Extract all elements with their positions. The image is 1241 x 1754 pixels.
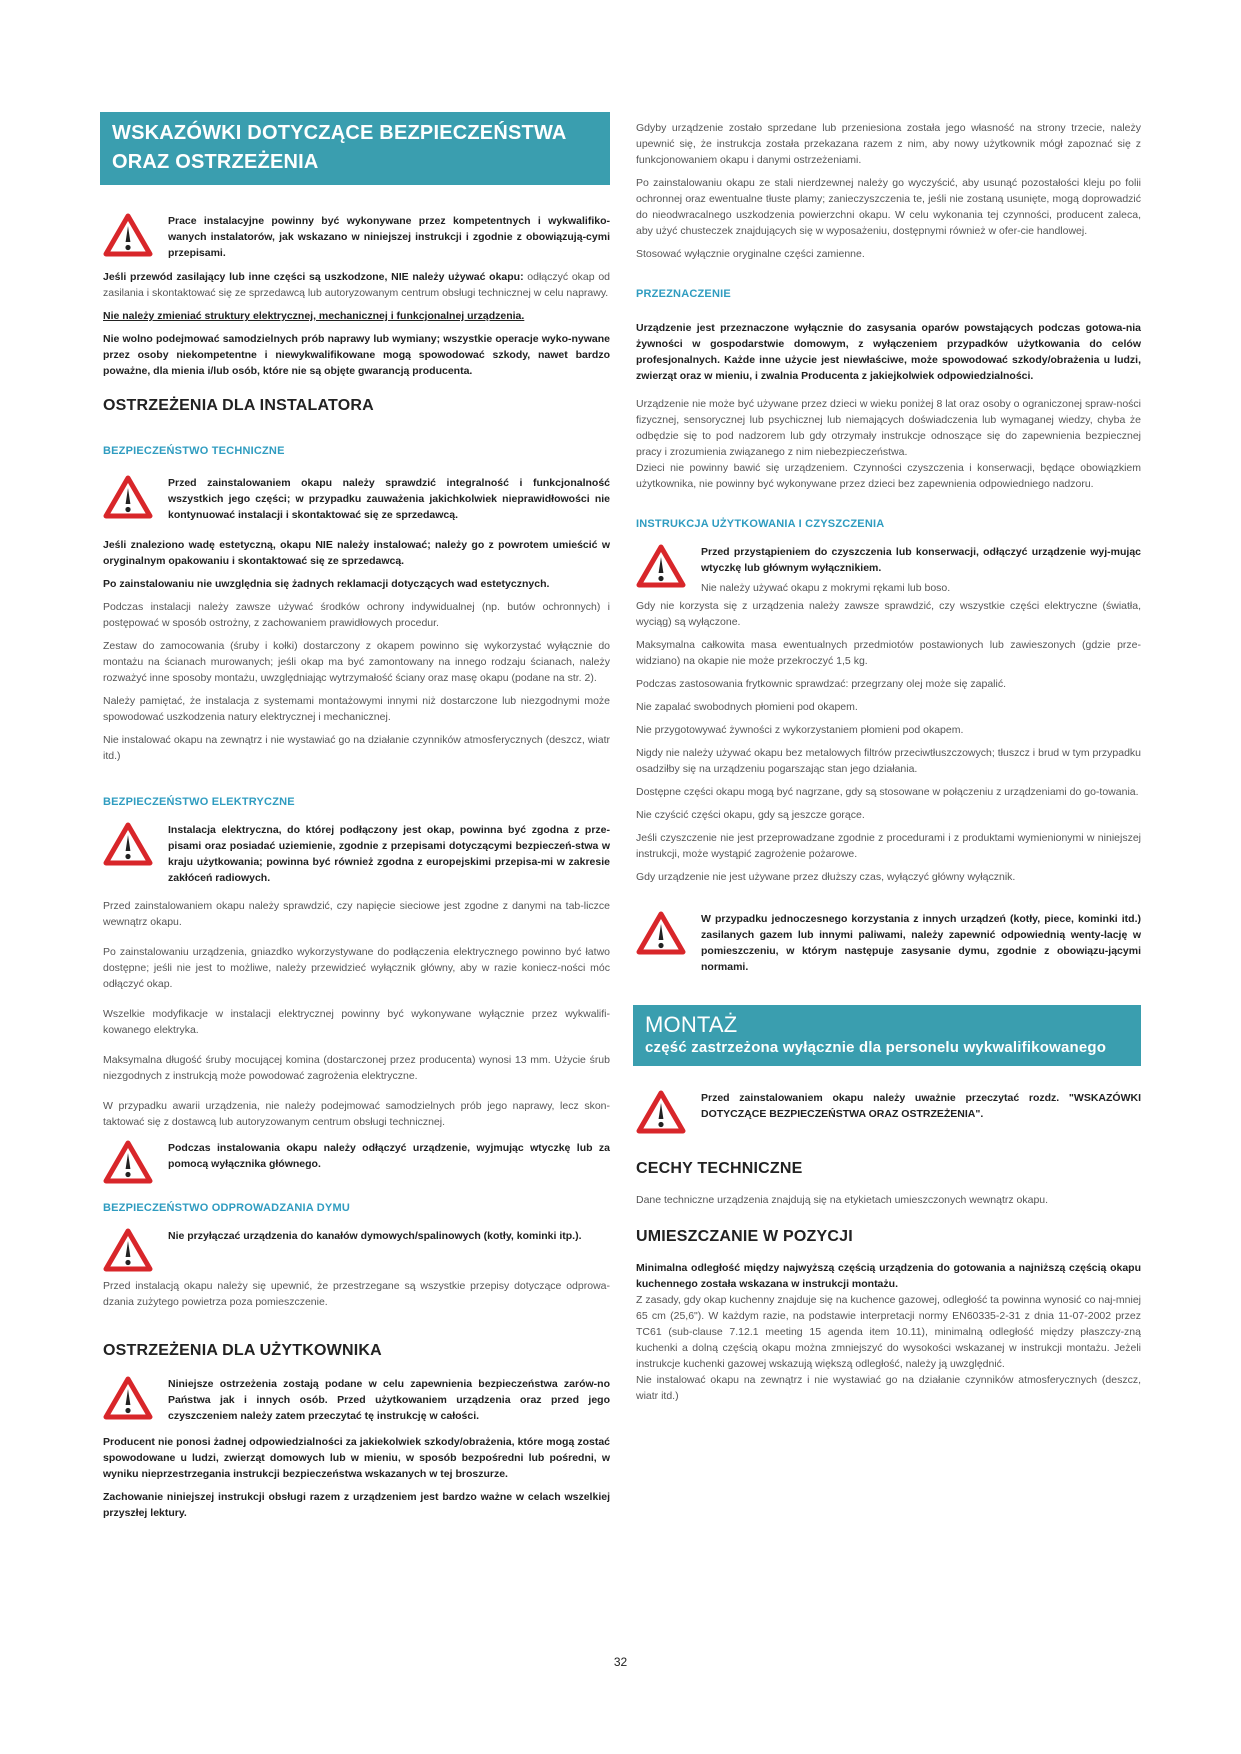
paragraph-bold: Jeśli znaleziono wadę estetyczną, okapu NIE należy instalować; należy go z powrotem umieścić w oryginalnym opakowaniu i skontaktować się ze sprzedawcą. <box>103 539 610 567</box>
paragraph: Gdyby urządzenie zostało sprzedane lub przeniesiona została jego własność na strony trzecie, należy upewnić się, że instrukcja została przekazana razem z nim, aby nowy użytkownik mógł zapoznać się z funkcjonowaniem okapu i danymi ostrzeżeniami. <box>636 122 1141 166</box>
warning-block <box>636 911 1141 975</box>
warning-text: W przypadku jednoczesnego korzystania z innych urządzeń (kotły, piece, kominki itd.) zasilanych gazem lub innymi paliwami, należy zapewnić odpowiednią wenty-lację w pomieszczeniu, w którym następuje zasysanie dymu, zgodnie z obowiązu-jącymi normami. <box>701 913 1141 973</box>
warning-block <box>636 544 1141 596</box>
montaz-banner <box>633 1005 1141 1066</box>
paragraph-bold: Nie wolno podejmować samodzielnych prób naprawy lub wymiany; wszystkie operacje wyko-nywane przez osoby niekompetentne i niewykwalifikowane mogą spowodować szkody, nawet bardzo poważne, dla mienia i/lub osób, które nie są objęte gwarancją producenta. <box>103 333 610 377</box>
paragraph-bold: Producent nie ponosi żadnej odpowiedzialności za jakiekolwiek szkody/obrażenia, które mogą zostać spowodowane u ludzi, zwierząt domowych lub w mieniu, w sposób bezpośredni lub pośredni, w wyniku nieprzestrzegania instrukcji bezpieczeństwa wskazanych w tej broszurze. <box>103 1436 610 1480</box>
paragraph: Przed zainstalowaniem okapu należy sprawdzić, czy napięcie sieciowe jest zgodne z danymi na tab-liczce wewnątrz okapu. <box>103 900 610 928</box>
warning-triangle-icon <box>636 1090 686 1134</box>
warning-text: Niniejsze ostrzeżenia zostają podane w celu zapewnienia bezpieczeństwa zarów-no Państwa jak i innych osób. Przed użytkowaniem urządzenia oraz przed jego czyszczeniem należy zatem przeczytać tę instrukcję w całości. <box>168 1378 610 1422</box>
page-number: 32 <box>613 1655 628 1669</box>
warning-block <box>103 1140 610 1184</box>
warning-text: Przed zainstalowaniem okapu należy uważnie przeczytać rozdz. "WSKAZÓWKI DOTYCZĄCE BEZPIECZEŃSTWA ORAZ OSTRZEŻENIA". <box>701 1092 1141 1120</box>
warning-block <box>103 475 610 523</box>
banner-title-line2: ORAZ OSTRZEŻENIA <box>112 151 319 173</box>
paragraph: Nigdy nie należy używać okapu bez metalowych filtrów przeciwtłuszczowych; tłuszcz i brud w tym przypadku osadziłby się na urządzeniu pogarszając stan jego działania. <box>636 747 1141 775</box>
warning-triangle-icon <box>103 213 153 257</box>
paragraph: Nie zapalać swobodnych płomieni pod okapem. <box>636 701 858 713</box>
warning-triangle-icon <box>636 911 686 955</box>
warning-text: Przed przystąpieniem do czyszczenia lub konserwacji, odłączyć urządzenie wyj-mując wtyczkę lub głównym wyłącznikiem. <box>701 546 1141 574</box>
heading-installer: OSTRZEŻENIA DLA INSTALATORA <box>103 397 374 414</box>
warning-text: Nie przyłączać urządzenia do kanałów dymowych/spalinowych (kotły, kominki itp.). <box>168 1230 582 1242</box>
paragraph: Nie instalować okapu na zewnątrz i nie wystawiać go na działanie czynników atmosferycznych (deszcz, wiatr itd.) <box>636 1374 1141 1402</box>
paragraph: Podczas zastosowania frytkownic sprawdzać: przegrzany olej może się zapalić. <box>636 678 1006 690</box>
paragraph: Nie przygotowywać żywności z wykorzystaniem płomieni pod okapem. <box>636 724 964 736</box>
paragraph-bold: Jeśli przewód zasilający lub inne części są uszkodzone, NIE należy używać okapu: <box>103 271 524 283</box>
paragraph: Z zasady, gdy okap kuchenny znajduje się na kuchence gazowej, odległość ta powinna wynosić co naj-mniej 65 cm (25,6"). W każdym razie, na podstawie interpretacji normy EN60335-2-31 z dnia 11-07-2002 przez TC61 (sub-clause 7.12.1 meeting 15 agenda item 10.11), minimalną odległość między płaszczy-zną kuchenki a dolną częścią okapu można zmniejszyć do wysokości wskazanej w instrukcji montażu. Jeżeli instrukcje kuchenki gazowej wskazują większą odległość, należy ją uwzględnić. <box>636 1294 1141 1370</box>
warning-block <box>103 822 610 886</box>
warning-block <box>103 1228 610 1272</box>
safety-banner <box>100 112 610 185</box>
paragraph: W przypadku awarii urządzenia, nie należy podejmować samodzielnych prób jego naprawy, lecz skon-taktować się z dostawcą lub autoryzowanym centrum obsługi technicznej. <box>103 1100 610 1128</box>
paragraph: Gdy nie korzysta się z urządzenia należy zawsze sprawdzić, czy wszystkie części elektryczne (światła, wyciąg) są wyłączone. <box>636 600 1141 628</box>
paragraph: Maksymalna całkowita masa ewentualnych przedmiotów postawionych lub zawieszonych (gdzie prze-widziano) na okapie nie może przekroczyć 1,5 kg. <box>636 639 1141 667</box>
warning-content <box>701 544 1141 596</box>
warning-text: Podczas instalowania okapu należy odłączyć urządzenie, wyjmując wtyczkę lub za pomocą wyłącznika głównego. <box>168 1142 610 1170</box>
heading-user: OSTRZEŻENIA DLA UŻYTKOWNIKA <box>103 1342 382 1359</box>
paragraph-bold: Po zainstalowaniu nie uwzględnia się żadnych reklamacji dotyczących wad estetycznych. <box>103 578 550 590</box>
paragraph: Wszelkie modyfikacje w instalacji elektrycznej powinny być wykonywane wyłącznie przez wykwalifi-kowanego elektryka. <box>103 1008 610 1036</box>
paragraph-bold: Zachowanie niniejszej instrukcji obsługi razem z urządzeniem jest bardzo ważne w celach wszelkiej przyszłej lektury. <box>103 1491 610 1519</box>
warning-block <box>103 1376 610 1424</box>
warning-triangle-icon <box>103 1228 153 1272</box>
subheading-usage: INSTRUKCJA UŻYTKOWANIA I CZYSZCZENIA <box>636 518 885 530</box>
warning-triangle-icon <box>636 544 686 588</box>
paragraph: Dzieci nie powinny bawić się urządzeniem. Czynności czyszczenia i konserwacji, będące obowiązkiem użytkownika, nie powinny być wykonywane przez dzieci bez zapewnienia odpowiedniego nadzoru. <box>636 462 1141 490</box>
paragraph: Zestaw do zamocowania (śruby i kołki) dostarczony z okapem powinno się wykorzystać wyłącznie do montażu na ścianach murowanych; jeśli okap ma być zamontowany na innego rodzaju ścianach, należy rozważyć inne sposoby montażu, uwzględniając wytrzymałość ściany oraz masę okapu (podane na str. 2). <box>103 640 610 684</box>
paragraph: Jeśli czyszczenie nie jest przeprowadzane zgodnie z procedurami i z produktami wymienionymi w niniejszej instrukcji, może wystąpić zagrożenie pożarowe. <box>636 832 1141 860</box>
banner-title-line1: WSKAZÓWKI DOTYCZĄCE BEZPIECZEŃSTWA <box>112 122 567 144</box>
warning-triangle-icon <box>103 1376 153 1420</box>
warning-block <box>103 213 610 261</box>
paragraph-rest: odłączyć okap od zasilania i skontaktować się ze sprzedawcą lub autoryzowanym centrum obsługi technicznej w celu naprawy. <box>103 271 610 299</box>
paragraph: Po zainstalowaniu urządzenia, gniazdko wykorzystywane do podłączenia elektrycznego powinno być łatwo dostępne; jeśli nie jest to możliwe, należy przewidzieć wyłącznik główny, aby w razie koniecz-ności móc odłączyć okap. <box>103 946 610 990</box>
warning-triangle-icon <box>103 1140 153 1184</box>
paragraph: Należy pamiętać, że instalacja z systemami montażowymi innymi niż dostarczone lub niezgodnymi może spowodować uszkodzenia natury elektrycznej i mechanicznej. <box>103 695 610 723</box>
subheading-electrical: BEZPIECZEŃSTWO ELEKTRYCZNE <box>103 796 295 808</box>
paragraph: Nie czyścić części okapu, gdy są jeszcze gorące. <box>636 809 865 821</box>
paragraph: Nie instalować okapu na zewnątrz i nie wystawiać go na działanie czynników atmosferycznych (deszcz, wiatr itd.) <box>103 734 610 762</box>
paragraph-bold: Minimalna odległość między najwyższą częścią urządzenia do gotowania a najniższą częścią okapu kuchennego została wskazana w instrukcji montażu. <box>636 1262 1141 1290</box>
montaz-subtitle: część zastrzeżona wyłącznie dla personelu wykwalifikowanego <box>645 1039 1107 1056</box>
paragraph-bold: Urządzenie jest przeznaczone wyłącznie do zasysania oparów powstających podczas gotowa-nia żywności w gospodarstwie domowym, z wyłączeniem przypadków użytkowania do celów profesjonalnych. Każde inne użycie jest niewłaściwe, może spowodować szkody/obrażenia u ludzi, zwierząt oraz w mieniu, i zwalnia Producenta z jakiejkolwiek odpowiedzialności. <box>636 322 1141 382</box>
warning-text: Instalacja elektryczna, do której podłączony jest okap, powinna być zgodna z prze-pisami oraz posiadać uziemienie, zgodnie z przepisami dotyczącymi bezpieczeń-stwa w kraju użytkowania; powinna być również zgodna z europejskimi przepisa-mi w zakresie zakłóceń radiowych. <box>168 824 610 884</box>
right-column <box>636 120 1141 1411</box>
warning-text: Prace instalacyjne powinny być wykonywane przez kompetentnych i wykwalifiko-wanych instalatorów, jak wskazano w niniejszej instrukcji i zgodnie z obowiązują-cymi przepisami. <box>168 215 610 259</box>
paragraph: Dostępne części okapu mogą być nagrzane, gdy są stosowane w połączeniu z urządzeniami do go-towania. <box>636 786 1139 798</box>
paragraph: Gdy urządzenie nie jest używane przez dłuższy czas, wyłączyć główny wyłącznik. <box>636 871 1016 883</box>
paragraph: Urządzenie nie może być używane przez dzieci w wieku poniżej 8 lat oraz osoby o ograniczonej spraw-ności fizycznej, sensorycznej lub psychicznej lub niemających doświadczenia lub wymaganej wiedzy, chyba że odbędzie się to pod nadzorem lub gdy otrzymały instrukcje odnoszące się do zapewnienia bezpiecznej pracy i zrozumienia związanego z nim niebezpieczeństwa. <box>636 398 1141 458</box>
paragraph: Przed instalacją okapu należy się upewnić, że przestrzegane są wszystkie przepisy dotyczące odprowa-dzania zużytego powietrza poza pomieszczenie. <box>103 1280 610 1308</box>
warning-note: Nie należy używać okapu z mokrymi rękami lub boso. <box>701 582 951 594</box>
paragraph: Podczas instalacji należy zawsze używać środków ochrony indywidualnej (np. butów ochronnych) i postępować w sposób ostrożny, z zachowaniem prawidłowych procedur. <box>103 601 610 629</box>
warning-text: Przed zainstalowaniem okapu należy sprawdzić integralność i funkcjonalność wszystkich jego części; w przypadku zauważenia jakichkolwiek nieprawidłowości nie kontynuować instalacji i skontaktować się ze sprzedawcą. <box>168 477 610 521</box>
paragraph: Maksymalna długość śruby mocującej komina (dostarczonej przez producenta) wynosi 13 mm. Użycie śrub niezgodnych z instrukcją może powodować zagrożenia elektryczne. <box>103 1054 610 1082</box>
warning-triangle-icon <box>103 475 153 519</box>
paragraph-underlined: Nie należy zmieniać struktury elektrycznej, mechanicznej i funkcjonalnej urządzenia. <box>103 310 525 322</box>
warning-triangle-icon <box>103 822 153 866</box>
paragraph: Po zainstalowaniu okapu ze stali nierdzewnej należy go wyczyścić, aby usunąć pozostałości kleju po folii ochronnej oraz ewentualne tłuste plamy; zanieczyszczenia te, jeśli nie zostaną usunięte, mogą doprowadzić do nieodwracalnego uszkodzenia powierzchni okapu. W celu wykonania tej czynności, producent zaleca, aby użyć chusteczek znajdujących się w wyposażeniu, dostępnymi również w ofer-cie handlowej. <box>636 177 1141 237</box>
subheading-purpose: PRZEZNACZENIE <box>636 288 731 300</box>
paragraph: Dane techniczne urządzenia znajdują się na etykietach umieszczonych wewnątrz okapu. <box>636 1194 1049 1206</box>
paragraph <box>103 269 610 301</box>
warning-block <box>636 1090 1141 1134</box>
heading-position: UMIESZCZANIE W POZYCJI <box>636 1228 853 1245</box>
montaz-title: MONTAŻ <box>645 1012 738 1037</box>
subheading-smoke: BEZPIECZEŃSTWO ODPROWADZANIA DYMU <box>103 1202 350 1214</box>
subheading-technical: BEZPIECZEŃSTWO TECHNICZNE <box>103 445 285 457</box>
left-column <box>103 112 610 1528</box>
heading-features: CECHY TECHNICZNE <box>636 1160 803 1177</box>
paragraph: Stosować wyłącznie oryginalne części zamienne. <box>636 248 865 260</box>
